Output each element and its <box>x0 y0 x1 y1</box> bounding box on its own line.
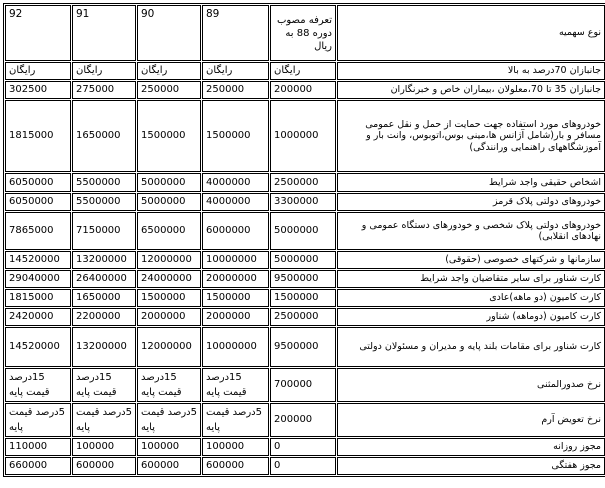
cell-quota-type: خودروهای دولتی پلاک قرمز <box>337 193 605 211</box>
cell-year-91: 26400000 <box>72 270 136 288</box>
table-row <box>5 327 605 367</box>
cell-year-91: 2200000 <box>72 308 136 326</box>
cell-year-89: 6000000 <box>202 212 269 250</box>
cell-year-89: 600000 <box>202 457 269 475</box>
cell-tariff-88: 9500000 <box>270 270 336 288</box>
cell-tariff-88: 0 <box>270 457 336 475</box>
header-year-92: 92 <box>5 5 71 61</box>
cell-year-90: 5درصد قیمت پایه <box>137 403 201 437</box>
cell-year-91: 13200000 <box>72 251 136 269</box>
cell-year-92: 14520000 <box>5 251 71 269</box>
cell-year-89: 4000000 <box>202 193 269 211</box>
cell-tariff-88: 200000 <box>270 81 336 99</box>
cell-quota-type: کارت کامیون (دوماهه) شناور <box>337 308 605 326</box>
quota-tariff-table <box>3 3 605 477</box>
cell-year-91: 600000 <box>72 457 136 475</box>
cell-year-90: 2000000 <box>137 308 201 326</box>
header-year-90: 90 <box>137 5 201 61</box>
cell-year-92: 5درصد قیمت پایه <box>5 403 71 437</box>
table-row <box>5 438 605 456</box>
cell-tariff-88: 200000 <box>270 403 336 437</box>
cell-year-91: رایگان <box>72 62 136 80</box>
cell-year-89: 1500000 <box>202 100 269 172</box>
header-year-91: 91 <box>72 5 136 61</box>
header-row <box>5 5 605 61</box>
cell-year-92: 6050000 <box>5 173 71 192</box>
cell-quota-type: نرخ تعویض آرم <box>337 403 605 437</box>
cell-year-89: 250000 <box>202 81 269 99</box>
cell-tariff-88: 1000000 <box>270 100 336 172</box>
cell-year-92: 1815000 <box>5 289 71 307</box>
cell-year-90: 5000000 <box>137 173 201 192</box>
cell-year-91: 275000 <box>72 81 136 99</box>
cell-year-92: 7865000 <box>5 212 71 250</box>
cell-year-92: 1815000 <box>5 100 71 172</box>
table-row <box>5 403 605 437</box>
cell-year-91: 5500000 <box>72 193 136 211</box>
table-row <box>5 193 605 211</box>
cell-quota-type: جانبازان 35 تا 70،معلولان ،بیماران خاص و خبرنگاران <box>337 81 605 99</box>
header-year-89: 89 <box>202 5 269 61</box>
cell-year-92: 2420000 <box>5 308 71 326</box>
cell-year-91: 1650000 <box>72 289 136 307</box>
cell-year-90: 24000000 <box>137 270 201 288</box>
cell-year-91: 5500000 <box>72 173 136 192</box>
cell-quota-type: مجوز هفتگی <box>337 457 605 475</box>
cell-year-89: 15درصد قیمت پایه <box>202 368 269 402</box>
cell-year-89: 5درصد قیمت پایه <box>202 403 269 437</box>
table-row <box>5 270 605 288</box>
cell-tariff-88: 3300000 <box>270 193 336 211</box>
cell-year-91: 13200000 <box>72 327 136 367</box>
cell-year-92: 110000 <box>5 438 71 456</box>
cell-year-89: 1500000 <box>202 289 269 307</box>
cell-year-90: 1500000 <box>137 100 201 172</box>
cell-quota-type: سازمانها و شرکتهای خصوصی (حقوقی) <box>337 251 605 269</box>
cell-year-92: 6050000 <box>5 193 71 211</box>
cell-year-92: رایگان <box>5 62 71 80</box>
cell-year-90: 250000 <box>137 81 201 99</box>
table-row <box>5 368 605 402</box>
cell-year-91: 1650000 <box>72 100 136 172</box>
cell-year-89: رایگان <box>202 62 269 80</box>
table-row <box>5 173 605 192</box>
table-row <box>5 308 605 326</box>
cell-tariff-88: 2500000 <box>270 173 336 192</box>
cell-year-92: 302500 <box>5 81 71 99</box>
cell-year-90: 100000 <box>137 438 201 456</box>
cell-tariff-88: 700000 <box>270 368 336 402</box>
cell-quota-type: جانبازان 70درصد به بالا <box>337 62 605 80</box>
cell-year-90: 1500000 <box>137 289 201 307</box>
table-row <box>5 289 605 307</box>
cell-year-90: 6500000 <box>137 212 201 250</box>
cell-tariff-88: 5000000 <box>270 212 336 250</box>
cell-tariff-88: 5000000 <box>270 251 336 269</box>
cell-year-91: 100000 <box>72 438 136 456</box>
cell-year-92: 660000 <box>5 457 71 475</box>
cell-year-90: 12000000 <box>137 251 201 269</box>
cell-year-91: 7150000 <box>72 212 136 250</box>
cell-year-89: 4000000 <box>202 173 269 192</box>
cell-year-91: 5درصد قیمت پایه <box>72 403 136 437</box>
cell-year-90: 12000000 <box>137 327 201 367</box>
cell-quota-type: خودروهای دولتی پلاک شخصی و خودورهای دستگاه عمومی و نهادهای انقلابی) <box>337 212 605 250</box>
header-tariff-88: تعرفه مصوب دوره 88 به ریال <box>270 5 336 61</box>
table-row <box>5 100 605 172</box>
cell-year-90: رایگان <box>137 62 201 80</box>
cell-quota-type: نرخ صدورالمثنی <box>337 368 605 402</box>
cell-quota-type: مجوز روزانه <box>337 438 605 456</box>
cell-quota-type: کارت شناور برای مقامات بلند پایه و مدیران و مسئولان دولتی <box>337 327 605 367</box>
table-row <box>5 457 605 475</box>
cell-quota-type: کارت کامیون (دو ماهه)عادی <box>337 289 605 307</box>
cell-year-91: 15درصد قیمت پایه <box>72 368 136 402</box>
cell-year-89: 2000000 <box>202 308 269 326</box>
cell-tariff-88: 0 <box>270 438 336 456</box>
table-row <box>5 212 605 250</box>
cell-year-90: 600000 <box>137 457 201 475</box>
cell-year-89: 10000000 <box>202 251 269 269</box>
cell-quota-type: کارت شناور برای سایر متقاضیان واجد شرایط <box>337 270 605 288</box>
header-quota-type: نوع سهمیه <box>337 5 605 61</box>
cell-quota-type: خودروهای مورد استفاده جهت حمایت از حمل و نقل عمومی مسافر و بار(شامل آژانس ها،مینی بوس،اتوبوس، وانت بار و آموزشگاههای راهنمایی ورانندگی) <box>337 100 605 172</box>
cell-year-92: 15درصد قیمت پایه <box>5 368 71 402</box>
table-row <box>5 251 605 269</box>
cell-tariff-88: رایگان <box>270 62 336 80</box>
cell-year-89: 100000 <box>202 438 269 456</box>
cell-tariff-88: 1500000 <box>270 289 336 307</box>
cell-year-89: 20000000 <box>202 270 269 288</box>
cell-year-90: 15درصد قیمت پایه <box>137 368 201 402</box>
table-row <box>5 81 605 99</box>
table-row <box>5 62 605 80</box>
cell-quota-type: اشخاص حقیقی واجد شرایط <box>337 173 605 192</box>
cell-year-92: 14520000 <box>5 327 71 367</box>
cell-tariff-88: 9500000 <box>270 327 336 367</box>
cell-year-89: 10000000 <box>202 327 269 367</box>
cell-year-90: 5000000 <box>137 193 201 211</box>
cell-year-92: 29040000 <box>5 270 71 288</box>
cell-tariff-88: 2500000 <box>270 308 336 326</box>
